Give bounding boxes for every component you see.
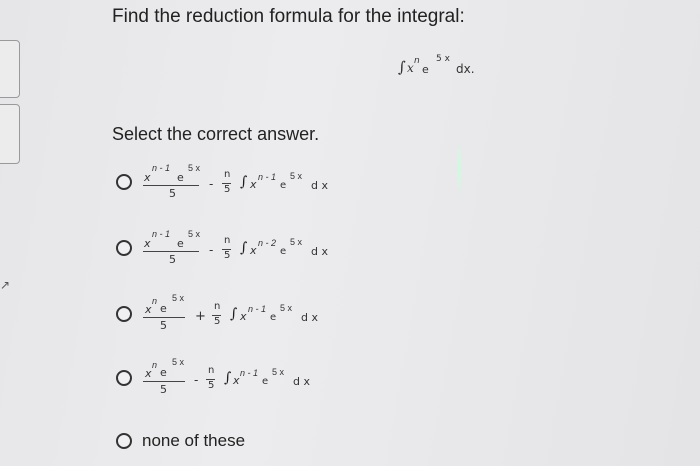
option-b[interactable] bbox=[112, 226, 342, 270]
option-d-coef-num: n bbox=[208, 365, 215, 376]
option-d-coef-den: 5 bbox=[208, 380, 215, 391]
option-b-int-pow: n - 2 bbox=[258, 238, 277, 248]
option-c-dx: d x bbox=[301, 311, 318, 324]
option-a-coef-den: 5 bbox=[224, 184, 231, 195]
option-d-dx: d x bbox=[293, 375, 310, 388]
option-b-op: - bbox=[209, 243, 214, 257]
light-glare bbox=[456, 138, 462, 198]
option-b-num-x: x bbox=[144, 237, 151, 250]
option-c-int-sign: ∫ bbox=[230, 306, 238, 322]
option-c[interactable] bbox=[112, 292, 342, 336]
option-b-int-sign: ∫ bbox=[240, 240, 248, 256]
option-c-int-e: e bbox=[270, 312, 277, 323]
option-c-num-pow: n bbox=[152, 296, 158, 306]
option-a-num-pow: n - 1 bbox=[152, 163, 171, 173]
option-b-frac-line bbox=[143, 251, 199, 252]
option-d-int-e: e bbox=[262, 376, 269, 387]
left-tab-2 bbox=[0, 104, 20, 164]
option-b-num-e: e bbox=[177, 237, 184, 250]
option-d-int-x: x bbox=[233, 374, 240, 387]
option-b-radio[interactable] bbox=[116, 240, 132, 256]
option-c-coef-den: 5 bbox=[214, 316, 221, 327]
option-b-num-exp: 5 x bbox=[188, 229, 201, 239]
option-b-int-x: x bbox=[250, 244, 257, 257]
option-c-num-e: e bbox=[160, 302, 167, 315]
option-d-op: - bbox=[194, 373, 199, 387]
option-b-den: 5 bbox=[169, 253, 176, 266]
option-c-frac-line bbox=[143, 317, 185, 318]
left-tab-1 bbox=[0, 40, 20, 98]
option-d-int-pow: n - 1 bbox=[240, 368, 259, 378]
option-a[interactable] bbox=[112, 160, 342, 204]
option-e-label: none of these bbox=[142, 431, 246, 450]
option-a-int-e: e bbox=[280, 180, 287, 191]
option-d-int-exp: 5 x bbox=[272, 367, 285, 377]
option-a-int-exp: 5 x bbox=[290, 171, 303, 181]
integral-sign: ∫ bbox=[398, 58, 406, 76]
option-b-num-pow: n - 1 bbox=[152, 229, 171, 239]
option-e-radio[interactable] bbox=[116, 433, 132, 449]
option-b-dx: d x bbox=[311, 245, 328, 258]
option-b-int-e: e bbox=[280, 246, 287, 257]
option-a-int-pow: n - 1 bbox=[258, 172, 277, 182]
integral-e: e bbox=[422, 63, 429, 76]
option-b-int-exp: 5 x bbox=[290, 237, 303, 247]
option-a-op: - bbox=[209, 177, 214, 191]
option-a-radio[interactable] bbox=[116, 174, 132, 190]
option-e[interactable] bbox=[112, 428, 272, 456]
option-c-num-exp: 5 x bbox=[172, 293, 185, 303]
integral-n: n bbox=[414, 56, 420, 66]
option-a-dx: d x bbox=[311, 179, 328, 192]
option-c-op: + bbox=[195, 309, 206, 324]
option-a-int-sign: ∫ bbox=[240, 174, 248, 190]
option-d-radio[interactable] bbox=[116, 370, 132, 386]
option-a-den: 5 bbox=[169, 187, 176, 200]
option-c-int-pow: n - 1 bbox=[248, 304, 267, 314]
question-title: Find the reduction formula for the integral: bbox=[112, 6, 465, 27]
option-a-coef-num: n bbox=[224, 169, 231, 180]
option-a-num-x: x bbox=[144, 171, 151, 184]
option-d-int-sign: ∫ bbox=[224, 370, 232, 386]
integral-dx: dx. bbox=[456, 62, 475, 76]
option-b-coef-den: 5 bbox=[224, 250, 231, 261]
option-a-num-exp: 5 x bbox=[188, 163, 201, 173]
integral-x: x bbox=[407, 61, 414, 75]
option-d[interactable] bbox=[112, 356, 342, 400]
option-c-coef-num: n bbox=[214, 301, 221, 312]
prompt-text: Select the correct answer. bbox=[112, 124, 320, 144]
option-d-num-exp: 5 x bbox=[172, 357, 185, 367]
option-a-int-x: x bbox=[250, 178, 257, 191]
option-a-frac-line bbox=[143, 185, 199, 186]
option-c-den: 5 bbox=[160, 319, 167, 332]
question-integral bbox=[398, 54, 488, 82]
edge-mark: ↗ bbox=[0, 278, 11, 292]
option-d-frac-line bbox=[143, 381, 185, 382]
option-a-num-e: e bbox=[177, 171, 184, 184]
option-d-num-e: e bbox=[160, 366, 167, 379]
option-c-radio[interactable] bbox=[116, 306, 132, 322]
option-c-int-exp: 5 x bbox=[280, 303, 293, 313]
option-d-den: 5 bbox=[160, 383, 167, 396]
option-b-coef-num: n bbox=[224, 235, 231, 246]
option-c-num-x: x bbox=[145, 303, 152, 316]
option-c-int-x: x bbox=[240, 310, 247, 323]
option-d-num-x: x bbox=[145, 367, 152, 380]
integral-exp: 5 x bbox=[436, 54, 450, 64]
option-d-num-pow: n bbox=[152, 360, 158, 370]
